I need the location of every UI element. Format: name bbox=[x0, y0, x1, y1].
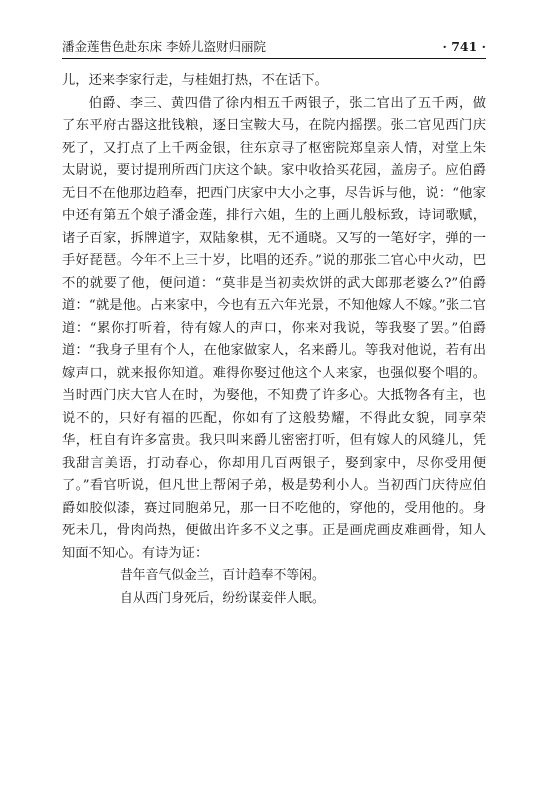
page-number: · 741 · bbox=[442, 39, 486, 54]
poem-line-1: 昔年音气似金兰，百计趋奉不等闲。 bbox=[120, 568, 325, 583]
poem bbox=[62, 565, 486, 610]
running-header bbox=[62, 36, 486, 59]
poem-line-2: 自从西门身死后，纷纷谋妾伴人眠。 bbox=[120, 590, 325, 606]
paragraph-main: 伯爵、李三、黄四借了徐内相五千两银子，张二官出了五千两，做了东平府古器这批钱粮，逐日宝鞍大马，在院内摇摆。张二官见西门庆死了，又打点了上千两金银，往东京寻了枢密院郑皇亲人情，对堂上朱太尉说，要讨提刑所西门庆这个缺。家中收拾买花园，盖房子。应伯爵无日不在他那边趋奉，把西门庆家中大小之事，尽告诉与他，说：“他家中还有第五个娘子潘金莲，排行六姐，生的上画儿般标致，诗词歌赋，诸子百家，拆牌道字，双陆象棋，无不通晓。又写的一笔好字，弹的一手好琵琶。今年不上三十岁，比唱的还乔。”说的那张二官心中火动，巴不的就要了他，便问道：“莫非是当初卖炊饼的武大郎那老婆么?”伯爵道：“就是他。占来家中，今也有五六年光景，不知他嫁人不嫁。”张二官道：“累你打听着，待有嫁人的声口，你来对我说，等我娶了罢。”伯爵道：“我身子里有个人，在他家做家人，名来爵儿。等我对他说，若有出嫁声口，就来报你知道。难得你娶过他这个人来家，也强似娶个唱的。当时西门庆大官人在时，为娶他，不知费了许多心。大抵物各有主，也说不的，只好有福的匹配，你如有了这般势耀，不得此女貌，同享荣华，枉自有许多富贵。我只叫来爵儿密密打听，但有嫁人的风缝儿，凭我甜言美语，打动春心，你却用几百两银子，娶到家中，尽你受用便了。”看官听说，但凡世上帮闲子弟，极是势利小人。当初西门庆待应伯爵如胶似漆，赛过同胞弟兄，那一日不吃他的，穿他的，受用他的。身死未几，骨肉尚热，便做出许多不义之事。正是画虎画皮难画骨，知人知面不知心。有诗为证： bbox=[62, 95, 486, 561]
chapter-title: 潘金莲售色赴东床 李娇儿盗财归丽院 bbox=[62, 39, 266, 54]
paragraph-continuation: 儿，还来李家行走，与桂姐打热，不在话下。 bbox=[62, 73, 328, 88]
body-text bbox=[62, 70, 486, 610]
